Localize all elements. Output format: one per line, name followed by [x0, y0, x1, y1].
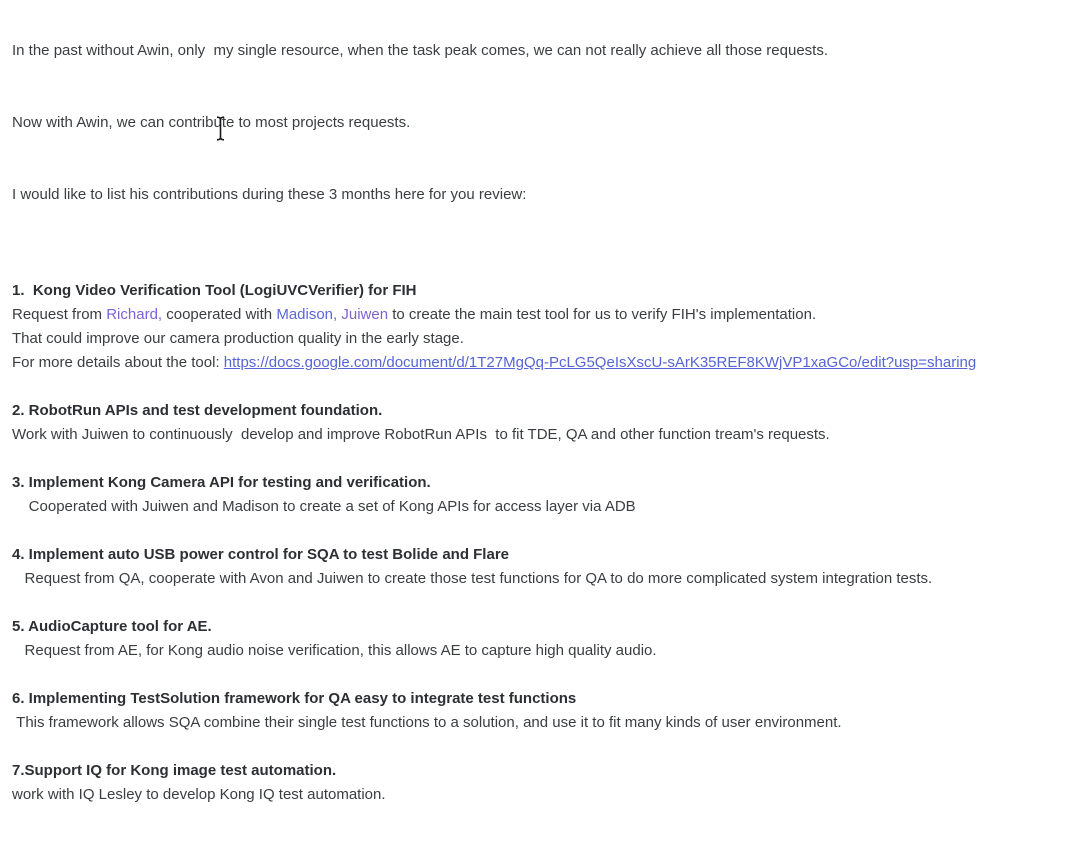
- text-span: to create the main test tool for us to verify FIH's implementation.: [388, 306, 817, 323]
- body-line: [12, 351, 1070, 375]
- link-madison[interactable]: Madison,: [276, 306, 338, 323]
- link-richard[interactable]: Richard,: [106, 306, 163, 323]
- body-line: [12, 327, 1070, 351]
- text-span: Request from AE, for Kong audio noise verification, this allows AE to capture high quality audio.: [12, 642, 657, 659]
- section: [12, 399, 1070, 447]
- section-heading: 4. Implement auto USB power control for SQA to test Bolide and Flare: [12, 546, 509, 563]
- body-line: [12, 495, 1070, 519]
- text-span: cooperated with: [162, 306, 277, 323]
- sections: [12, 279, 1070, 807]
- intro-line-3: I would like to list his contributions during these 3 months here for you review:: [12, 186, 527, 203]
- section-heading: 5. AudioCapture tool for AE.: [12, 618, 212, 635]
- text-span: work with IQ Lesley to develop Kong IQ test automation.: [12, 786, 386, 803]
- section: [12, 471, 1070, 519]
- intro-line-1: In the past without Awin, only my single resource, when the task peak comes, we can not really achieve all those requests.: [12, 42, 828, 59]
- text-span: That could improve our camera production quality in the early stage.: [12, 330, 464, 347]
- document-content: [12, 0, 1070, 855]
- section: [12, 759, 1070, 807]
- text-span: Cooperated with Juiwen and Madison to create a set of Kong APIs for access layer via ADB: [12, 498, 636, 515]
- body-line: [12, 711, 1070, 735]
- text-span: For more details about the tool:: [12, 354, 224, 371]
- text-span: Request from: [12, 306, 107, 323]
- body-line: [12, 423, 1070, 447]
- section-heading: 7.Support IQ for Kong image test automation.: [12, 762, 337, 779]
- body-line: [12, 783, 1070, 807]
- section-heading: 6. Implementing TestSolution framework for QA easy to integrate test functions: [12, 690, 577, 707]
- text-span: Work with Juiwen to continuously develop and improve RobotRun APIs to fit TDE, QA and other function tream's requests.: [12, 426, 830, 443]
- link-juiwen[interactable]: Juiwen: [341, 306, 389, 323]
- body-line: [12, 639, 1070, 663]
- section: [12, 615, 1070, 663]
- intro-line-2: Now with Awin, we can contribute to most projects requests.: [12, 114, 411, 131]
- section: [12, 687, 1070, 735]
- section-heading: 3. Implement Kong Camera API for testing and verification.: [12, 474, 431, 491]
- body-line: [12, 303, 1070, 327]
- body-line: [12, 567, 1070, 591]
- text-span: Request from QA, cooperate with Avon and Juiwen to create those test functions for QA to do more complicated system integration tests.: [12, 570, 933, 587]
- section-heading: 1. Kong Video Verification Tool (LogiUVCVerifier) for FIH: [12, 282, 417, 299]
- doc-link[interactable]: https://docs.google.com/document/d/1T27MgQq-PcLG5QeIsXscU-sArK35REF8KWjVP1xaGCo/edit?usp=sharing: [223, 354, 977, 371]
- section: [12, 279, 1070, 375]
- text-span: This framework allows SQA combine their single test functions to a solution, and use it to fit many kinds of user environment.: [12, 714, 842, 731]
- section-heading: 2. RobotRun APIs and test development foundation.: [12, 402, 383, 419]
- section: [12, 543, 1070, 591]
